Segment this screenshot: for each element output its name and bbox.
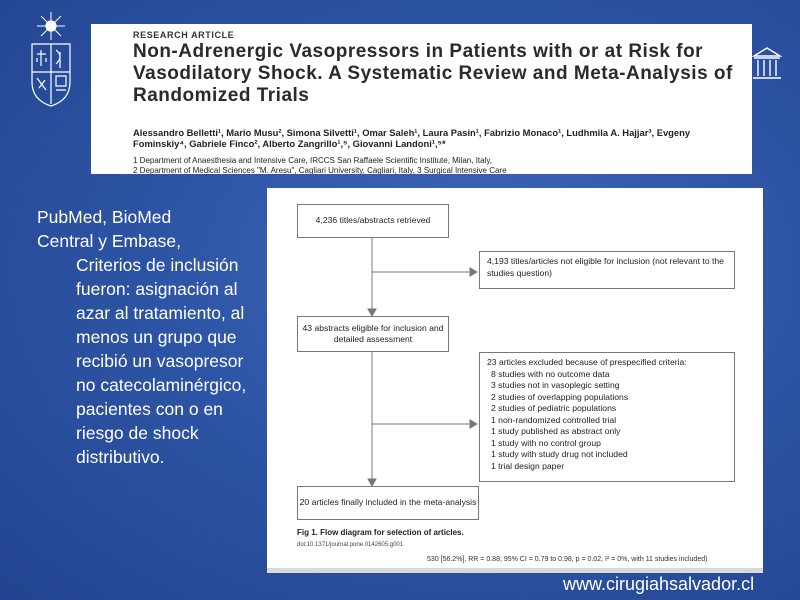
summary-line-1: PubMed, BioMed	[37, 207, 172, 227]
excluded-item: 1 study published as abstract only	[491, 426, 621, 436]
figure-doi: doi:10.1371/journal.pone.0142605.g001	[297, 542, 404, 548]
box-records-retrieved: 4,236 titles/abstracts retrieved	[297, 204, 449, 238]
excluded-item: 2 studies of overlapping populations	[491, 391, 629, 402]
excluded-item: 1 non-randomized controlled trial	[491, 414, 617, 425]
arrow-head-eligible	[368, 309, 376, 316]
building-icon	[752, 44, 782, 82]
figure-caption: Fig 1. Flow diagram for selection of articles.	[297, 528, 464, 537]
excluded-item: 8 studies with no outcome data	[491, 368, 610, 379]
box-not-eligible: 4,193 titles/articles not eligible for inclusion (not relevant to the studies question)	[479, 251, 735, 289]
affiliation-line-2: 2 Department of Medical Sciences "M. Aresu", Cagliari University, Cagliari, Italy, 3 Surgical Intensive Care	[133, 166, 507, 174]
arrow-head-not-eligible	[470, 268, 477, 276]
figure-footer-text: 530 [56.2%], RR = 0.88, 95% CI = 0.79 to 0.98, p = 0.02, I² = 0%, with 11 studies included)	[427, 556, 708, 563]
arrow-head-excluded	[470, 420, 477, 428]
inclusion-criteria-text: Criterios de inclusión fueron: asignación al azar al tratamiento, al menos un grupo que recibió un vasopresor no catecolaminérgico, pacientes con o en riesgo de shock distributivo.	[76, 255, 247, 467]
box-included-studies: 20 articles finally included in the meta-analysis	[297, 486, 479, 520]
excluded-item: 3 studies not in vasoplegic setting	[491, 380, 620, 390]
university-crest-icon	[26, 10, 76, 108]
excluded-item: 1 study with no control group	[491, 437, 601, 448]
website-url: www.cirugiahsalvador.cl	[563, 574, 755, 594]
article-affiliations	[133, 156, 743, 174]
excluded-item: 1 study with study drug not included	[491, 449, 628, 459]
article-type-label: RESEARCH ARTICLE	[133, 30, 235, 40]
article-authors: Alessandro Belletti¹, Mario Musu², Simona Silvetti¹, Omar Saleh¹, Laura Pasin¹, Fabrizio Monaco¹, Ludhmila A. Hajjar³, Evgeny Fominskiy⁴, Gabriele Finco², Alberto Zangrillo¹,⁵, Giovanni Landoni¹,⁵*	[133, 127, 691, 149]
article-title: Non-Adrenergic Vasopressors in Patients with or at Risk for Vasodilatory Shock. A Systematic Review and Meta-Analysis of Randomized Trials	[133, 41, 733, 106]
figure-bottom-bar	[267, 568, 763, 573]
summary-line-2: Central y Embase,	[37, 231, 181, 251]
excluded-item: 2 studies of pediatric populations	[491, 403, 617, 413]
affiliation-line-1: 1 Department of Anaesthesia and Intensive Care, IRCCS San Raffaele Scientific Institute, Milan, Italy,	[133, 156, 492, 165]
excluded-header: 23 articles excluded because of prespecified criteria:	[487, 357, 687, 367]
excluded-list	[487, 369, 727, 473]
arrow-head-included	[368, 479, 376, 486]
flow-diagram-figure	[267, 188, 763, 573]
box-eligible-assessment: 43 abstracts eligible for inclusion and detailed assessment	[297, 316, 449, 352]
article-header	[91, 24, 752, 174]
summary-text	[37, 205, 262, 469]
excluded-item: 1 trial design paper	[491, 460, 565, 471]
box-excluded-articles	[479, 352, 735, 482]
